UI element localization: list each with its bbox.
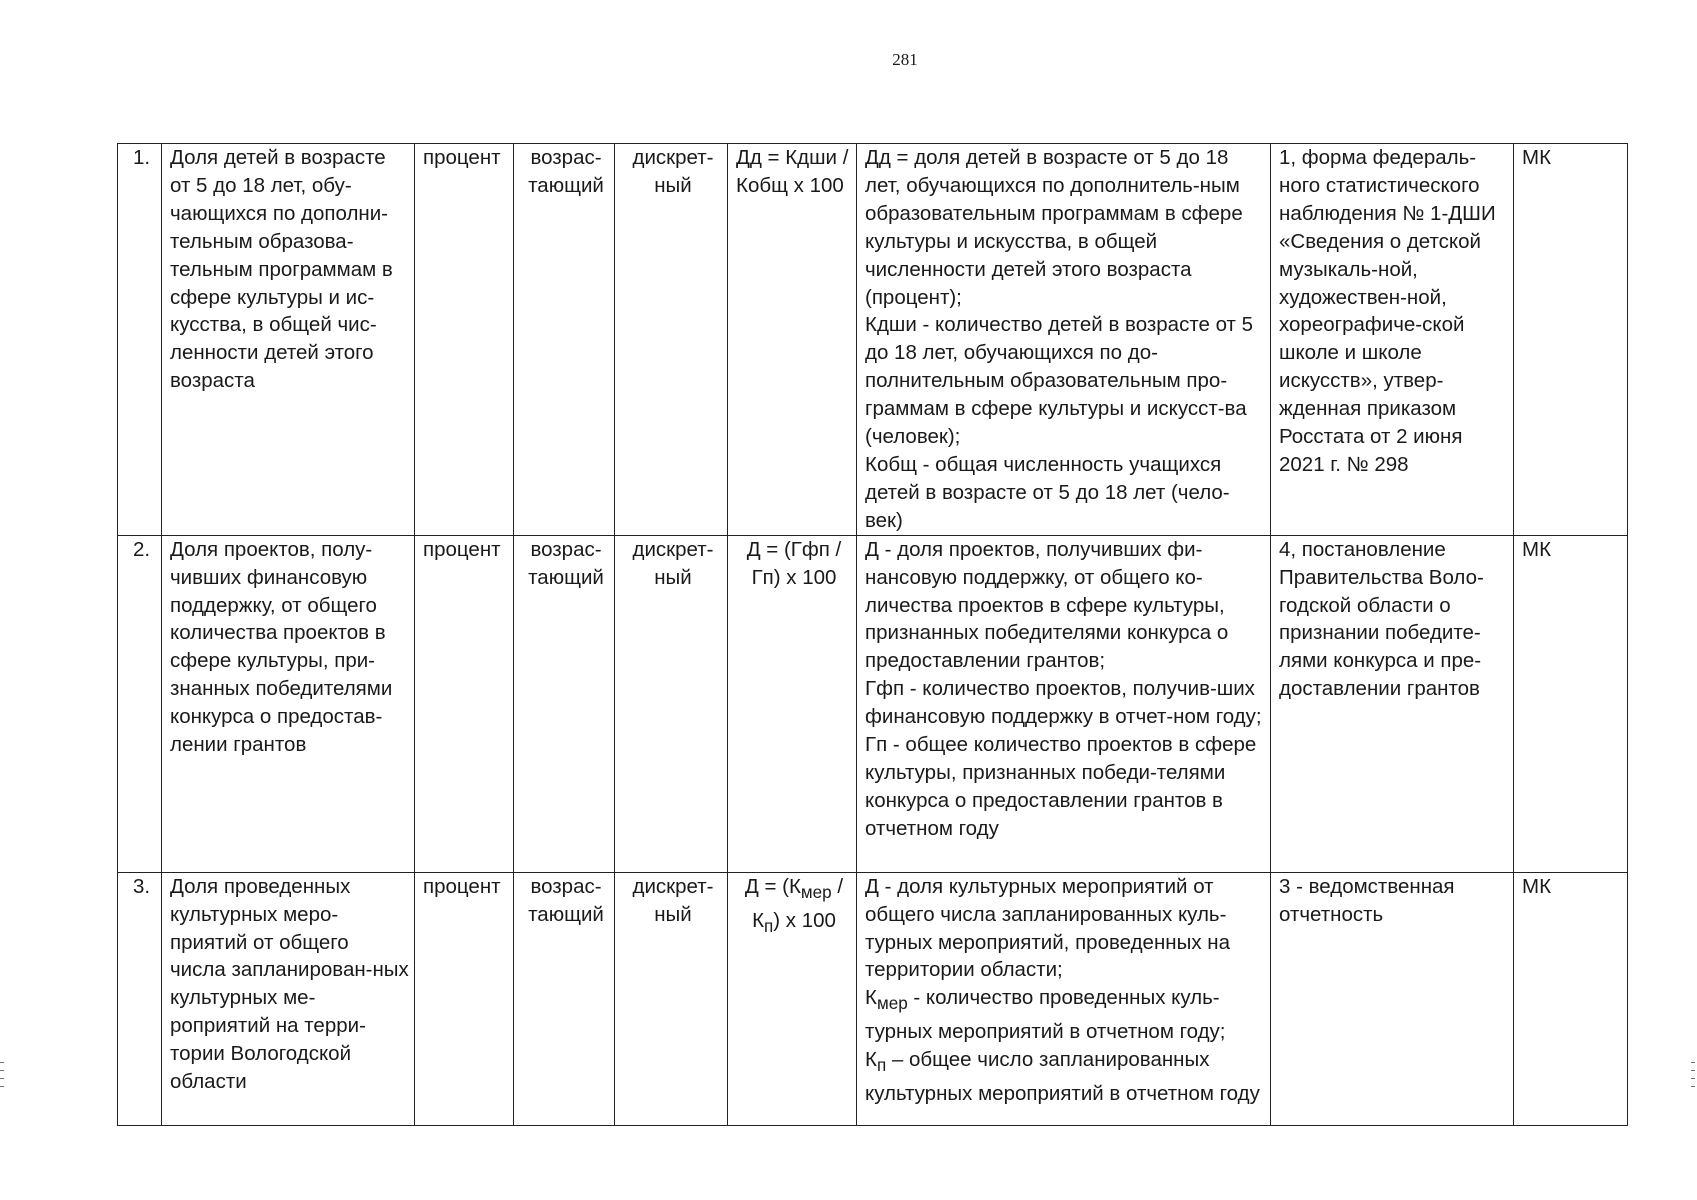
scan-mark (0, 1070, 4, 1071)
type-cell: дискрет-ный (615, 144, 728, 536)
scan-mark (0, 1078, 4, 1079)
direction-cell: возрас-тающий (514, 535, 615, 872)
table-row (118, 872, 1628, 1125)
scan-mark (0, 1062, 4, 1063)
scan-mark (1691, 1070, 1695, 1071)
scan-mark (1691, 1062, 1695, 1063)
indicators-table (117, 143, 1628, 1126)
explanation-line (865, 1046, 1266, 1108)
explanation-line: Кобщ - общая численность учащихся детей в возрасте от 5 до 18 лет (чело-век) (865, 452, 1230, 532)
formula-prefix: Д = (К (744, 874, 801, 898)
type-cell: дискрет-ный (615, 535, 728, 872)
unit-cell: процент (415, 144, 514, 536)
explanation-line: Дд = доля детей в возрасте от 5 до 18 лет, обучающихся по дополнитель-ным образовательным программам в сфере культуры и искусства, в общей численности детей этого возраста (процент); (865, 146, 1243, 309)
explanation-line: Гфп - количество проектов, получив-ших финансовую поддержку в отчет-ном году; (865, 677, 1262, 729)
indicator-name: Доля проектов, полу-чивших финансовую поддержку, от общего количества проектов в сфере культуры, при-знанных победителями конкурса о предостав-лении грантов (162, 535, 415, 872)
responsible-cell: МК (1514, 535, 1628, 872)
row-number: 1. (118, 144, 162, 536)
k-mer-sub: мер (876, 994, 908, 1014)
explanation-line: Кдши - количество детей в возрасте от 5 до 18 лет, обучающихся по до-полнительным образовательным про-граммам в сфере культуры и искусст-ва (человек); (865, 313, 1254, 449)
source-cell: 1, форма федераль-ного статистического наблюдения № 1-ДШИ «Сведения о детской музыкаль-ной, художествен-ной, хореографиче-ской школе и школе искусств», утвер-жденная приказом Росстата от 2 июня 2021 г. № 298 (1271, 144, 1514, 536)
table-row (118, 535, 1628, 872)
explanation-cell (857, 535, 1271, 872)
scan-mark (1691, 1086, 1695, 1087)
responsible-cell: МК (1514, 144, 1628, 536)
unit-cell: процент (415, 535, 514, 872)
explanation-line: Д - доля культурных мероприятий от общего числа запланированных куль-турных мероприятий, проведенных на территории области; (865, 874, 1230, 982)
k-p-symbol: К (865, 1048, 877, 1072)
formula-sub-mer: мер (800, 882, 832, 902)
scan-mark (1691, 1078, 1695, 1079)
direction-cell: возрас-тающий (514, 872, 615, 1125)
source-cell: 4, постановление Правительства Воло-годской области о признании победите-лями конкурса и пре-доставлении грантов (1271, 535, 1514, 872)
formula-mid: / К (752, 874, 844, 932)
k-p-sub: п (876, 1056, 887, 1076)
source-cell: 3 - ведомственная отчетность (1271, 872, 1514, 1125)
explanation-cell (857, 144, 1271, 536)
formula-suffix: ) х 100 (773, 908, 836, 932)
row-number: 3. (118, 872, 162, 1125)
row-number: 2. (118, 535, 162, 872)
explanation-line: Гп - общее количество проектов в сфере культуры, признанных победи-телями конкурса о предоставлении грантов в отчетном году (865, 733, 1257, 840)
explanation-line (865, 984, 1266, 1046)
k-p-text: – общее число запланированных культурных мероприятий в отчетном году (865, 1048, 1260, 1106)
indicator-name: Доля детей в возрасте от 5 до 18 лет, обу-чающихся по дополни-тельным образова-тельным программам в сфере культуры и ис-кусства, в общей чис-ленности детей этого возраста (162, 144, 415, 536)
formula-sub-p: п (764, 916, 774, 936)
k-mer-symbol: К (865, 986, 877, 1010)
formula-cell: Дд = Кдши / Кобщ х 100 (728, 144, 857, 536)
explanation-line: Д - доля проектов, получивших фи-нансовую поддержку, от общего ко-личества проектов в сфере культуры, признанных победителями конкурса о предоставлении грантов; (865, 537, 1229, 673)
explanation-cell (857, 872, 1271, 1125)
responsible-cell: МК (1514, 872, 1628, 1125)
table-row (118, 144, 1628, 536)
formula-cell: Д = (Гфп / Гп) х 100 (728, 535, 857, 872)
type-cell: дискрет-ный (615, 872, 728, 1125)
formula-cell (728, 872, 857, 1125)
scan-mark (0, 1086, 4, 1087)
indicator-name: Доля проведенных культурных меро-приятий от общего числа запланирован-ных культурных ме-роприятий на терри-тории Вологодской области (162, 872, 415, 1125)
k-mer-text: - количество проведенных куль-турных мероприятий в отчетном году; (865, 986, 1226, 1044)
unit-cell: процент (415, 872, 514, 1125)
page-number: 281 (892, 50, 918, 69)
direction-cell: возрас-тающий (514, 144, 615, 536)
